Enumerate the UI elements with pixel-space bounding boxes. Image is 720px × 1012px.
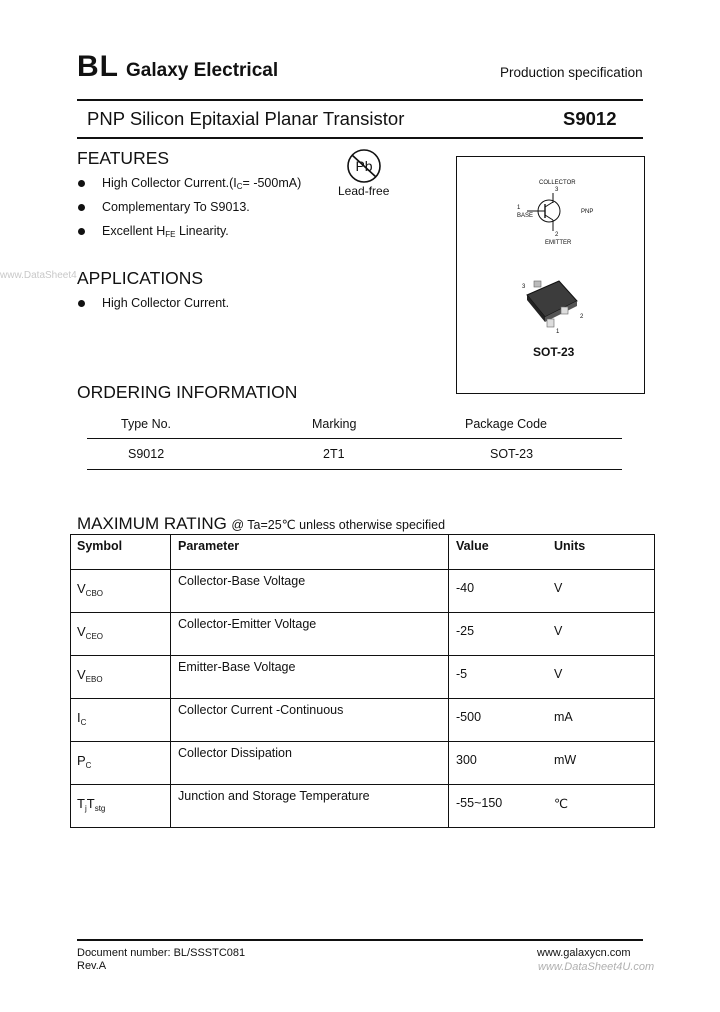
unit-cell: ℃ (554, 785, 655, 828)
table-row (71, 785, 655, 828)
ordering-cell-type: S9012 (128, 447, 165, 461)
parameter-cell: Collector Dissipation (171, 742, 449, 785)
ordering-header-rule (87, 438, 622, 439)
title-divider (77, 137, 643, 139)
part-number: S9012 (563, 108, 617, 129)
value-cell: -500 (449, 699, 555, 742)
bullet-icon (78, 228, 85, 235)
value-cell: -5 (449, 656, 555, 699)
feature-item: Complementary To S9013. (102, 200, 250, 214)
value-cell: 300 (449, 742, 555, 785)
col-symbol: Symbol (71, 535, 171, 570)
ordering-col-package: Package Code (465, 417, 548, 431)
document-number: Document number: BL/SSSTC081 (77, 947, 246, 959)
lead-free-icon (338, 146, 398, 186)
pin-emitter-number: 2 (555, 232, 559, 238)
bullet-icon (78, 300, 85, 307)
unit-cell: V (554, 613, 655, 656)
sot23-pin1: 1 (556, 329, 560, 335)
parameter-cell: Collector-Base Voltage (171, 570, 449, 613)
footer-divider (77, 939, 643, 941)
feature-item: Excellent $H_{FE}$ Linearity. (102, 224, 229, 239)
emitter-label: EMITTER (545, 240, 572, 246)
package-diagram-box (456, 156, 645, 394)
sot23-pin3: 3 (522, 284, 526, 290)
brand-logo: BL (77, 50, 119, 83)
unit-cell: mW (554, 742, 655, 785)
max-rating-table (70, 534, 655, 828)
value-cell: -25 (449, 613, 555, 656)
bullet-icon (78, 180, 85, 187)
revision: Rev.A (77, 960, 107, 972)
table-row (71, 613, 655, 656)
watermark: www.DataSheet4 (0, 270, 77, 281)
symbol-cell: $I_C$ (71, 699, 171, 742)
unit-cell: mA (554, 699, 655, 742)
parameter-cell: Junction and Storage Temperature (171, 785, 449, 828)
table-row (71, 742, 655, 785)
spec-type: Production specification (500, 65, 643, 80)
symbol-cell: $V_{CBO}$ (71, 570, 171, 613)
max-rating-title (77, 514, 445, 534)
symbol-cell: $V_{CEO}$ (71, 613, 171, 656)
application-item: High Collector Current. (102, 296, 230, 310)
package-name: SOT-23 (533, 345, 575, 359)
website-link[interactable]: www.galaxycn.com (537, 947, 631, 959)
col-units: Units (554, 535, 655, 570)
table-row (71, 656, 655, 699)
ordering-col-type: Type No. (121, 417, 172, 431)
header-divider (77, 99, 643, 101)
sot23-pin2: 2 (580, 314, 584, 320)
pin-collector-number: 3 (555, 187, 559, 193)
value-cell: -40 (449, 570, 555, 613)
pnp-type-label: PNP (581, 209, 594, 215)
parameter-cell: Collector Current -Continuous (171, 699, 449, 742)
table-row (71, 699, 655, 742)
col-parameter: Parameter (171, 535, 449, 570)
collector-label: COLLECTOR (539, 180, 576, 186)
unit-cell: V (554, 570, 655, 613)
page-title: PNP Silicon Epitaxial Planar Transistor (87, 108, 405, 129)
col-value: Value (449, 535, 555, 570)
features-heading: FEATURES (77, 148, 170, 168)
max-rating-condition: @ Ta=25℃ unless otherwise specified (231, 518, 446, 532)
table-header-row (71, 535, 655, 570)
watermark-footer: www.DataSheet4U.com (538, 961, 655, 973)
pb-symbol: Pb (355, 158, 373, 174)
symbol-cell: $P_C$ (71, 742, 171, 785)
feature-item: High Collector $Current.(I_C= -500mA)$ (102, 176, 302, 191)
pin-base-number: 1 (517, 205, 521, 211)
value-cell: -55~150 (449, 785, 555, 828)
parameter-cell: Emitter-Base Voltage (171, 656, 449, 699)
ordering-heading: ORDERING INFORMATION (77, 382, 298, 402)
ordering-cell-package: SOT-23 (490, 447, 534, 461)
max-rating-heading: MAXIMUM RATING (77, 514, 227, 533)
brand-name: Galaxy Electrical (126, 60, 279, 81)
ordering-bottom-rule (87, 469, 622, 470)
symbol-cell: $T_jT_{stg}$ (71, 785, 171, 828)
applications-heading: APPLICATIONS (77, 268, 204, 288)
parameter-cell: Collector-Emitter Voltage (171, 613, 449, 656)
base-label: BASE (517, 213, 534, 219)
symbol-cell: $V_{EBO}$ (71, 656, 171, 699)
ordering-col-marking: Marking (312, 417, 357, 431)
lead-free-mark (338, 146, 398, 198)
unit-cell: V (554, 656, 655, 699)
bullet-icon (78, 204, 85, 211)
ordering-cell-marking: 2T1 (323, 447, 345, 461)
table-row (71, 570, 655, 613)
lead-free-label: Lead-free (338, 184, 390, 198)
